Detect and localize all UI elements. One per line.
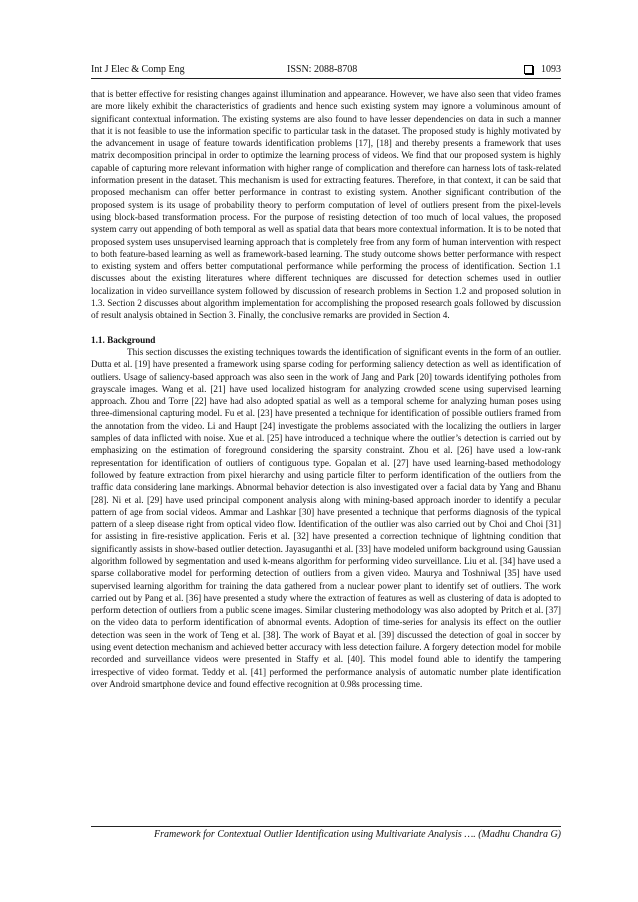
header-rule <box>91 78 561 79</box>
page-header <box>91 64 561 78</box>
page-number: 1093 <box>541 64 561 75</box>
page-footer: Framework for Contextual Outlier Identification using Multivariate Analysis …. (Madhu Chandra G) <box>153 829 561 840</box>
section-heading-background: 1.1. Background <box>91 334 156 345</box>
journal-name: Int J Elec & Comp Eng <box>91 64 185 75</box>
intro-paragraph: that is better effective for resisting changes against illumination and appearance. However, we have also seen that video frames are more likely exhibit the characteristics of gradients and hence such existing system may ignore a voluminous amount of significant contextual information. The existing systems are also found to have lesser dependencies on data in such a manner that it is not feasible to use the information specific to particular task in the dataset. The proposed study is highly motivated by the advancement in usage of feature towards identification problems [17], [18] and thereby presents a framework that uses matrix decomposition principal in order to optimize the learning process of videos. We find that our proposed system is highly capable of capturing more relevant information with higher range of complication and therefore can harness lots of task-related information present in the dataset. This mechanism is used for extracting features. Therefore, in that context, it can be said that proposed mechanism can offer better performance in contrast to existing system. Another significant contribution of the proposed system is its usage of probability theory to perform computation of level of outliers present from the pixel-levels using block-based transformation process. For the purpose of resisting detection of too much of local values, the proposed system carry out appending of both temporal as well as spatial data that bears more contextual information. It is to be noted that proposed system uses unsupervised learning approach that is completely free from any form of human intervention with respect to both feature-based learning as well as framework-based learning. The study outcome shows better performance with respect to existing system and offers better computational performance while performing the process of identification. Section 1.1 discusses about the existing literatures where different techniques are discussed for detection schemes used in outlier localization in video surveillance system followed by discussion of research problems in Section 1.2 and proposed solution in 1.3. Section 2 discusses about algorithm implementation for accomplishing the proposed research goals followed by discussion of result analysis obtained in Section 3. Finally, the conclusive remarks are provided in Section 4. <box>91 89 561 321</box>
footer-rule <box>91 826 561 827</box>
issn: ISSN: 2088-8708 <box>287 64 358 75</box>
checkbox-square-icon <box>524 65 533 74</box>
article-body <box>91 88 561 690</box>
background-paragraph: This section discusses the existing techniques towards the identification of significant events in the form of an outlier. Dutta et al. [19] have presented a framework using sparse coding for performing saliency detection as well as identification of outliers. Usage of saliency-based approach was also seen in the work of Jang and Park [20] towards identifying potholes from grayscale images. Wang et al. [21] have used localized histogram for analyzing crowded scene using supervised learning approach. Zhou and Torre [22] have had also adopted spatial as well as a temporal scheme for analyzing human poses using three-dimensional capturing model. Fu et al. [23] have presented a technique for identification of possible outliers framed from the annotation from the video. Li and Haupt [24] investigate the problems associated with the localizing the outliers in larger samples of data inflicted with noise. Xue et al. [25] have introduced a technique where the outlier’s detection is carried out by emphasizing on the estimation of foreground considering the sparsity constraint. Zhou et al. [26] have used a low-rank representation for identification of outliers of contiguous type. Gopalan et al. [27] have used learning-based methodology followed by feature extraction from pixel hierarchy and using particle filter to perform identification of the outliers from the traffic data considering lane markings. Abnormal behavior detection is also investigated over a facial data by Yang and Bhanu [28]. Ni et al. [29] have used principal component analysis along with mining-based approach inorder to identify a pecular pattern of age from social videos. Ammar and Lashkar [30] have presented a technique that performs diagnosis of the typical pattern of a sleep disease right from optical video flow. Identification of the outlier was also carried out by Choi and Choi [31] for assisting in fire-resistive application. Feris et al. [32] have presented a correction technique of lightning condition that significantly assists in show-based outlier detection. Jayasuganthi et al. [33] have modeled uniform background using Gaussian algorithm followed by segmentation and used k-means algorithm for performing video surveillance. Liu et al. [34] have used a sparse collaborative model for performing detection of outliers from a given video. Maurya and Toshniwal [35] have used supervised learning algorithm for training the data gathered from a nuclear power plant to identify set of outliers. The work carried out by Pang et al. [36] have presented a study where the extraction of features as well as clustering of data is adopted to perform detection of outliers from a public scene images. Similar clustering methodology was also adopted by Pritch et al. [37] on the video data to perform identification of abnormal events. Adoption of time-series for analysis its effect on the outlier detection was seen in the work of Teng et al. [38]. The work of Bayat et al. [39] discussed the detection of goal in soccer by using event detection mechanism and achieved better accuracy with less detection failure. A forgery detection model for mobile recorded and surveillance videos were presented in Staffy et al. [40]. This model found able to identify the tampering irrespective of video format. Teddy et al. [41] performed the performance analysis of automatic number plate identification over Android smartphone device and found effective recognition at 0.98s processing time. <box>91 346 561 689</box>
